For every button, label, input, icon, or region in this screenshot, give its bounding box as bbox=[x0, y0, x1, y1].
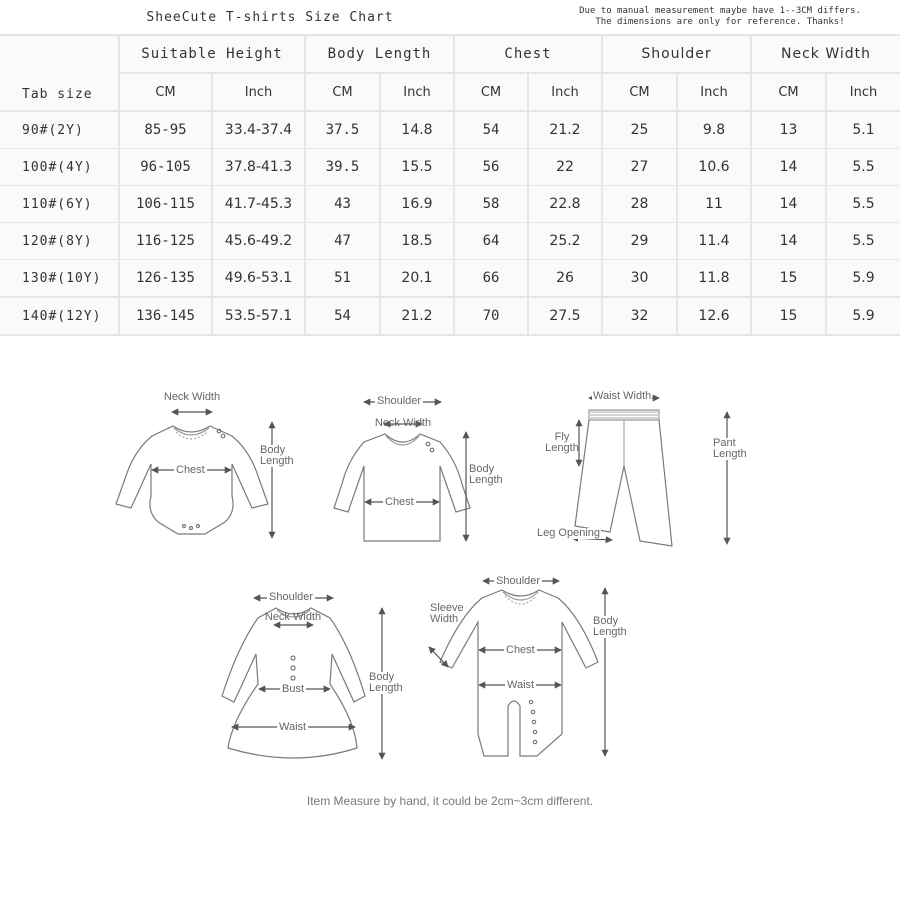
unit-header: CM bbox=[306, 74, 379, 110]
note-line-2: The dimensions are only for reference. Thanks! bbox=[595, 17, 845, 27]
romper-sleeve-width-label bbox=[430, 603, 464, 625]
table-cell: 13 bbox=[752, 112, 825, 148]
table-cell: 85-95 bbox=[120, 112, 211, 148]
table-cell: 51 bbox=[306, 260, 379, 296]
table-cell: 10.6 bbox=[678, 149, 750, 185]
unit-header: CM bbox=[603, 74, 676, 110]
table-cell: 5.5 bbox=[827, 186, 900, 222]
unit-header: Inch bbox=[678, 74, 750, 110]
dress-body-length-line1: Body bbox=[369, 671, 395, 683]
shirt-chest-label: Chest bbox=[385, 496, 414, 508]
footnote: Item Measure by hand, it could be 2cm~3cm different. bbox=[306, 794, 594, 808]
dress-body-length-label bbox=[369, 672, 403, 694]
table-cell: 5.9 bbox=[827, 298, 900, 334]
table-cell: 11 bbox=[678, 186, 750, 222]
table-cell: 15 bbox=[752, 260, 825, 296]
table-cell: 37.5 bbox=[306, 112, 379, 148]
table-cell: 15.5 bbox=[381, 149, 453, 185]
romper-chest-label: Chest bbox=[506, 644, 535, 656]
table-cell: 14 bbox=[752, 223, 825, 259]
table-cell: 106-115 bbox=[120, 186, 211, 222]
table-cell: 25.2 bbox=[529, 223, 601, 259]
table-cell: 30 bbox=[603, 260, 676, 296]
table-cell: 27 bbox=[603, 149, 676, 185]
table-cell: 5.5 bbox=[827, 223, 900, 259]
romper-body-length-label bbox=[593, 616, 627, 638]
pants-fly-length-line1: Fly bbox=[554, 431, 570, 443]
bodysuit-neck-width-label: Neck Width bbox=[163, 391, 221, 403]
table-cell: 54 bbox=[455, 112, 527, 148]
table-cell: 49.6-53.1 bbox=[213, 260, 304, 296]
table-cell: 26 bbox=[529, 260, 601, 296]
table-cell: 32 bbox=[603, 298, 676, 334]
romper-sleeve-width-line1: Sleeve bbox=[430, 602, 464, 614]
table-cell: 22.8 bbox=[529, 186, 601, 222]
table-cell: 22 bbox=[529, 149, 601, 185]
unit-header: Inch bbox=[529, 74, 601, 110]
measurement-note bbox=[540, 0, 900, 34]
table-cell: 45.6-49.2 bbox=[213, 223, 304, 259]
pants-fly-length-label bbox=[532, 432, 592, 454]
header-suitable-height: Suitable Height bbox=[120, 36, 304, 72]
table-cell: 136-145 bbox=[120, 298, 211, 334]
tab-size-header: Tab size bbox=[0, 36, 118, 110]
table-cell: 54 bbox=[306, 298, 379, 334]
table-cell: 18.5 bbox=[381, 223, 453, 259]
bodysuit-body-length-label bbox=[260, 445, 294, 467]
header-shoulder: Shoulder bbox=[603, 36, 750, 72]
pants-diagram bbox=[572, 398, 727, 546]
tab-size-cell: 90#(2Y) bbox=[0, 112, 118, 148]
table-cell: 5.9 bbox=[827, 260, 900, 296]
table-cell: 33.4-37.4 bbox=[213, 112, 304, 148]
shirt-neck-width-label: Neck Width bbox=[374, 417, 432, 429]
romper-sleeve-width-line2: Width bbox=[430, 613, 459, 625]
romper-waist-label: Waist bbox=[507, 679, 535, 691]
table-cell: 53.5-57.1 bbox=[213, 298, 304, 334]
table-cell: 14 bbox=[752, 186, 825, 222]
table-cell: 39.5 bbox=[306, 149, 379, 185]
table-cell: 9.8 bbox=[678, 112, 750, 148]
table-cell: 28 bbox=[603, 186, 676, 222]
romper-body-length-line1: Body bbox=[593, 615, 619, 627]
bodysuit-body-length-line1: Body bbox=[260, 444, 286, 456]
tab-size-cell: 140#(12Y) bbox=[0, 298, 118, 334]
table-cell: 56 bbox=[455, 149, 527, 185]
dress-waist-label: Waist bbox=[279, 721, 307, 733]
pants-pant-length-label bbox=[713, 438, 747, 460]
shirt-body-length-line2: Length bbox=[469, 474, 503, 486]
table-cell: 58 bbox=[455, 186, 527, 222]
table-cell: 21.2 bbox=[529, 112, 601, 148]
bodysuit-chest-label: Chest bbox=[176, 464, 205, 476]
table-cell: 12.6 bbox=[678, 298, 750, 334]
table-cell: 25 bbox=[603, 112, 676, 148]
table-cell: 20.1 bbox=[381, 260, 453, 296]
note-line-1: Due to manual measurement maybe have 1--3CM differs. bbox=[579, 6, 861, 16]
unit-header: Inch bbox=[381, 74, 453, 110]
chart-title: SheeCute T-shirts Size Chart bbox=[0, 0, 540, 34]
header-chest: Chest bbox=[455, 36, 601, 72]
shirt-body-length-label bbox=[469, 464, 503, 486]
table-cell: 21.2 bbox=[381, 298, 453, 334]
unit-header: CM bbox=[120, 74, 211, 110]
tab-size-cell: 120#(8Y) bbox=[0, 223, 118, 259]
shirt-shoulder-label: Shoulder bbox=[377, 395, 422, 407]
dress-neck-width-label: Neck Width bbox=[264, 611, 322, 623]
pants-fly-length-line2: Length bbox=[545, 442, 579, 454]
table-cell: 11.8 bbox=[678, 260, 750, 296]
romper-body-length-line2: Length bbox=[593, 626, 627, 638]
table-cell: 5.1 bbox=[827, 112, 900, 148]
table-cell: 96-105 bbox=[120, 149, 211, 185]
size-chart-table bbox=[0, 0, 900, 336]
table-cell: 43 bbox=[306, 186, 379, 222]
tab-size-cell: 130#(10Y) bbox=[0, 260, 118, 296]
dress-bust-label: Bust bbox=[282, 683, 305, 695]
table-cell: 27.5 bbox=[529, 298, 601, 334]
table-cell: 41.7-45.3 bbox=[213, 186, 304, 222]
table-cell: 14.8 bbox=[381, 112, 453, 148]
unit-header: Inch bbox=[827, 74, 900, 110]
pants-pant-length-line2: Length bbox=[713, 448, 747, 460]
tab-size-cell: 110#(6Y) bbox=[0, 186, 118, 222]
header-neck-width: Neck Width bbox=[752, 36, 900, 72]
table-cell: 116-125 bbox=[120, 223, 211, 259]
measurement-diagrams bbox=[0, 336, 900, 900]
table-cell: 5.5 bbox=[827, 149, 900, 185]
table-cell: 29 bbox=[603, 223, 676, 259]
table-cell: 15 bbox=[752, 298, 825, 334]
dress-shoulder-label: Shoulder bbox=[269, 591, 314, 603]
unit-header: Inch bbox=[213, 74, 304, 110]
table-cell: 14 bbox=[752, 149, 825, 185]
bodysuit-body-length-line2: Length bbox=[260, 455, 294, 467]
pants-leg-opening-label: Leg Opening bbox=[537, 527, 600, 539]
pants-pant-length-line1: Pant bbox=[713, 437, 736, 449]
dress-body-length-line2: Length bbox=[369, 682, 403, 694]
pants-waist-width-label: Waist Width bbox=[593, 390, 652, 402]
table-cell: 70 bbox=[455, 298, 527, 334]
table-cell: 66 bbox=[455, 260, 527, 296]
romper-shoulder-label: Shoulder bbox=[496, 575, 541, 587]
shirt-body-length-line1: Body bbox=[469, 463, 495, 475]
table-cell: 64 bbox=[455, 223, 527, 259]
table-cell: 126-135 bbox=[120, 260, 211, 296]
table-cell: 16.9 bbox=[381, 186, 453, 222]
table-cell: 47 bbox=[306, 223, 379, 259]
tab-size-cell: 100#(4Y) bbox=[0, 149, 118, 185]
unit-header: CM bbox=[455, 74, 527, 110]
unit-header: CM bbox=[752, 74, 825, 110]
table-cell: 37.8-41.3 bbox=[213, 149, 304, 185]
header-body-length: Body Length bbox=[306, 36, 453, 72]
table-cell: 11.4 bbox=[678, 223, 750, 259]
